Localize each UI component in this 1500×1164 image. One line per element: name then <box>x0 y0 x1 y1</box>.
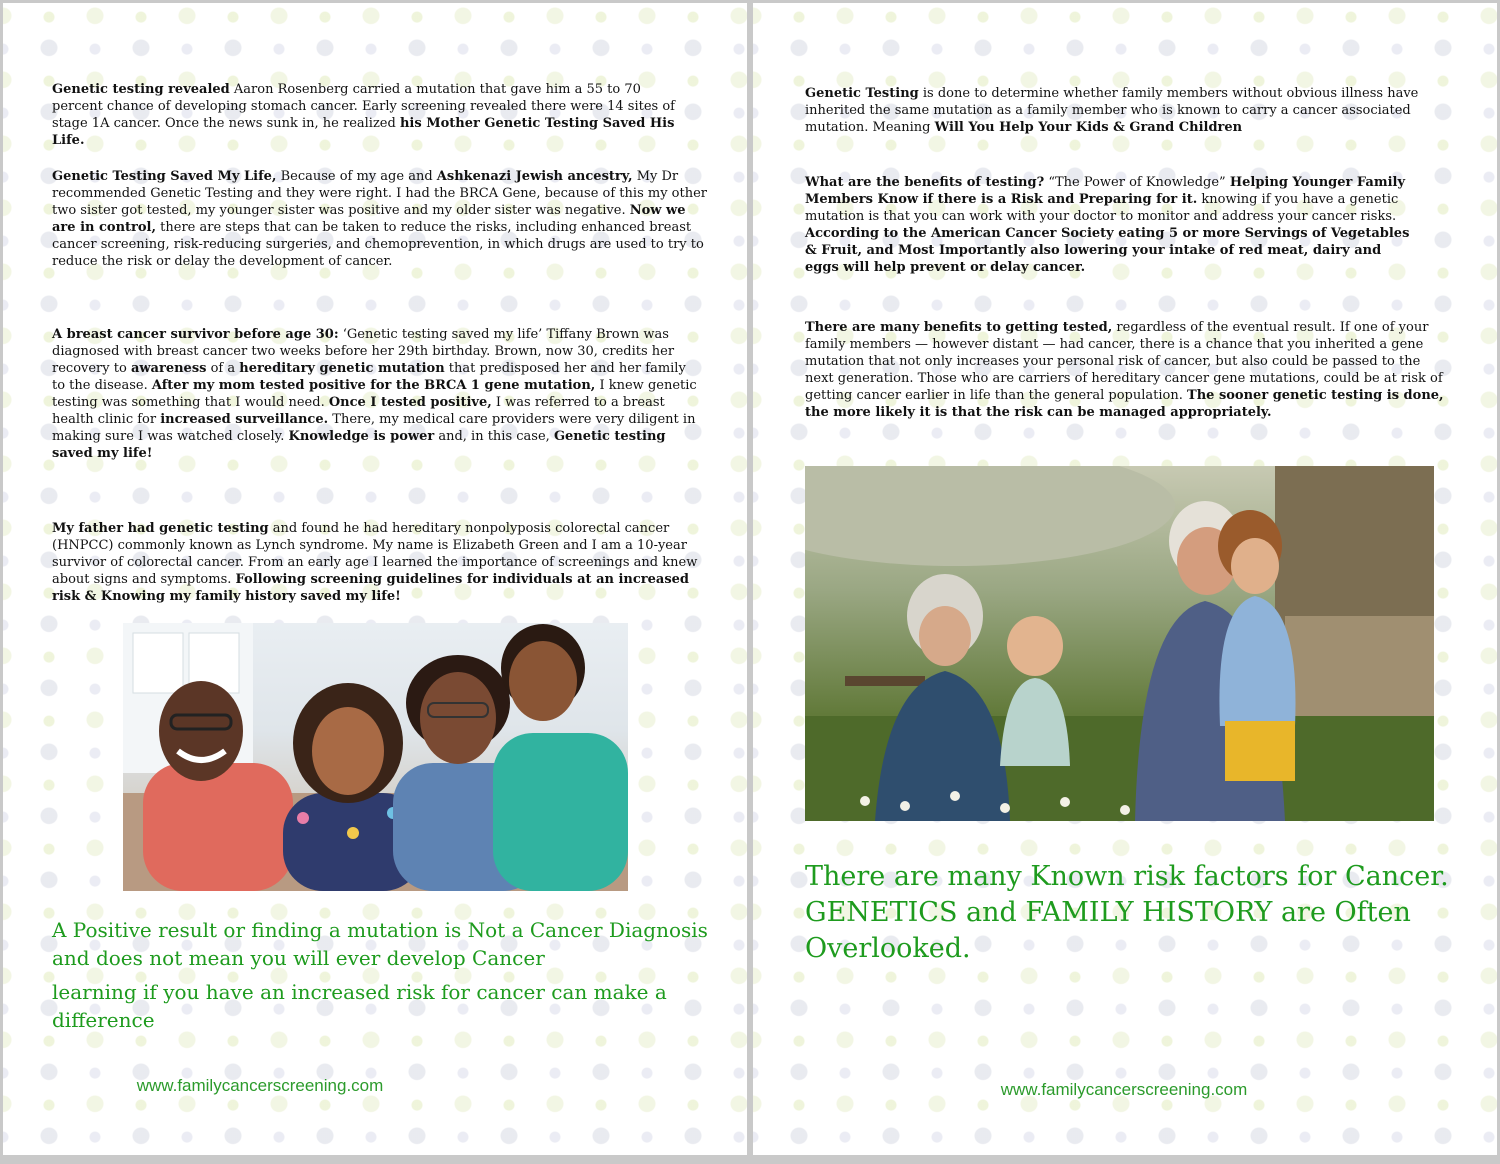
grandparents-photo-illustration <box>805 466 1434 821</box>
family-photo <box>123 623 628 891</box>
story-aaron-lead: Genetic testing revealed <box>52 82 230 97</box>
website-link-left[interactable]: www.familycancerscreening.com <box>136 1076 384 1095</box>
website-link-right[interactable]: www.familycancerscreening.com <box>1000 1080 1248 1099</box>
callout-make-difference: learning if you have an increased risk for cancer can make a difference <box>52 980 667 1032</box>
family-photo-illustration <box>123 623 628 891</box>
genetic-testing-purpose: Genetic Testing is done to determine whether family members without obvious illness have inherited the same mutation as a family member who is known to carry a cancer associated mutation. Meaning Will You Help Your Kids & Grand Children <box>805 86 1419 135</box>
many-benefits: There are many benefits to getting tested, regardless of the eventual result. If one of your family members — however distant — had cancer, there is a chance that you inherited a gene mutation that not only increases your personal risk of cancer, but also could be passed to the next generation. Those who are carriers of hereditary cancer gene mutations, could be at risk of getting cancer earlier in life than the general population. The sooner genetic testing is done, the more likely it is that the risk can be managed appropriately. <box>805 320 1444 420</box>
benefits-of-testing: What are the benefits of testing? “The Power of Knowledge” Helping Younger Family Members Know if there is a Risk and Preparing for it. knowing if you have a genetic mutation is that you can work with your doctor to monitor and address your cancer risks. According to the American Cancer Society eating 5 or more Servings of Vegetables & Fruit, and Most Importantly also lowering your intake of red meat, dairy and eggs will help prevent or delay cancer. <box>805 175 1410 275</box>
story-elizabeth: My father had genetic testing and found he had hereditary nonpolyposis colorectal cancer (HNPCC) commonly known as Lynch syndrome. My name is Elizabeth Green and I am a 10-year survivor of colorectal cancer. From an early age I learned the importance of screenings and knew about signs and symptoms. Following screening guidelines for individuals at an increased risk & Knowing my family history saved my life! <box>52 521 698 604</box>
story-ashkenazi: Genetic Testing Saved My Life, Because of my age and Ashkenazi Jewish ancestry, My Dr recommended Genetic Testing and they were right. I had the BRCA Gene, because of this my other two sister got tested, my younger sister was positive and my older sister was negative. Now we are in control, there are steps that can be taken to reduce the risks, including enhanced breast cancer screening, risk-reducing surgeries, and chemoprevention, in which drugs are used to try to reduce the risk or delay the development of cancer. <box>52 169 708 269</box>
grandparents-photo <box>805 466 1434 821</box>
story-tiffany: A breast cancer survivor before age 30: ‘Genetic testing saved my life’ Tiffany Brown was diagnosed with breast cancer two weeks before her 29th birthday. Brown, now 30, credits her recovery to awareness of a hereditary genetic mutation that predisposed her and her family to the disease. After my mom tested positive for the BRCA 1 gene mutation, I knew genetic testing was something that I would need. Once I tested positive, I was referred to a breast health clinic for increased surveillance. There, my medical care providers were very diligent in making sure I was watched closely. Knowledge is power and, in this case, Genetic testing saved my life! <box>52 327 697 461</box>
callout-not-diagnosis: A Positive result or finding a mutation is Not a Cancer Diagnosis and does not mean you will ever develop Cancer <box>52 918 708 970</box>
right-page <box>753 3 1497 1155</box>
headline-risk-factors: There are many Known risk factors for Cancer. GENETICS and FAMILY HISTORY are Often Overlooked. <box>805 861 1449 964</box>
left-page <box>3 3 747 1155</box>
story-aaron: Genetic testing revealed Aaron Rosenberg carried a mutation that gave him a 55 to 70 percent chance of developing stomach cancer. Early screening revealed there were 14 sites of stage 1A cancer. Once the news sunk in, he realized his Mother Genetic Testing Saved His Life. <box>52 82 675 148</box>
